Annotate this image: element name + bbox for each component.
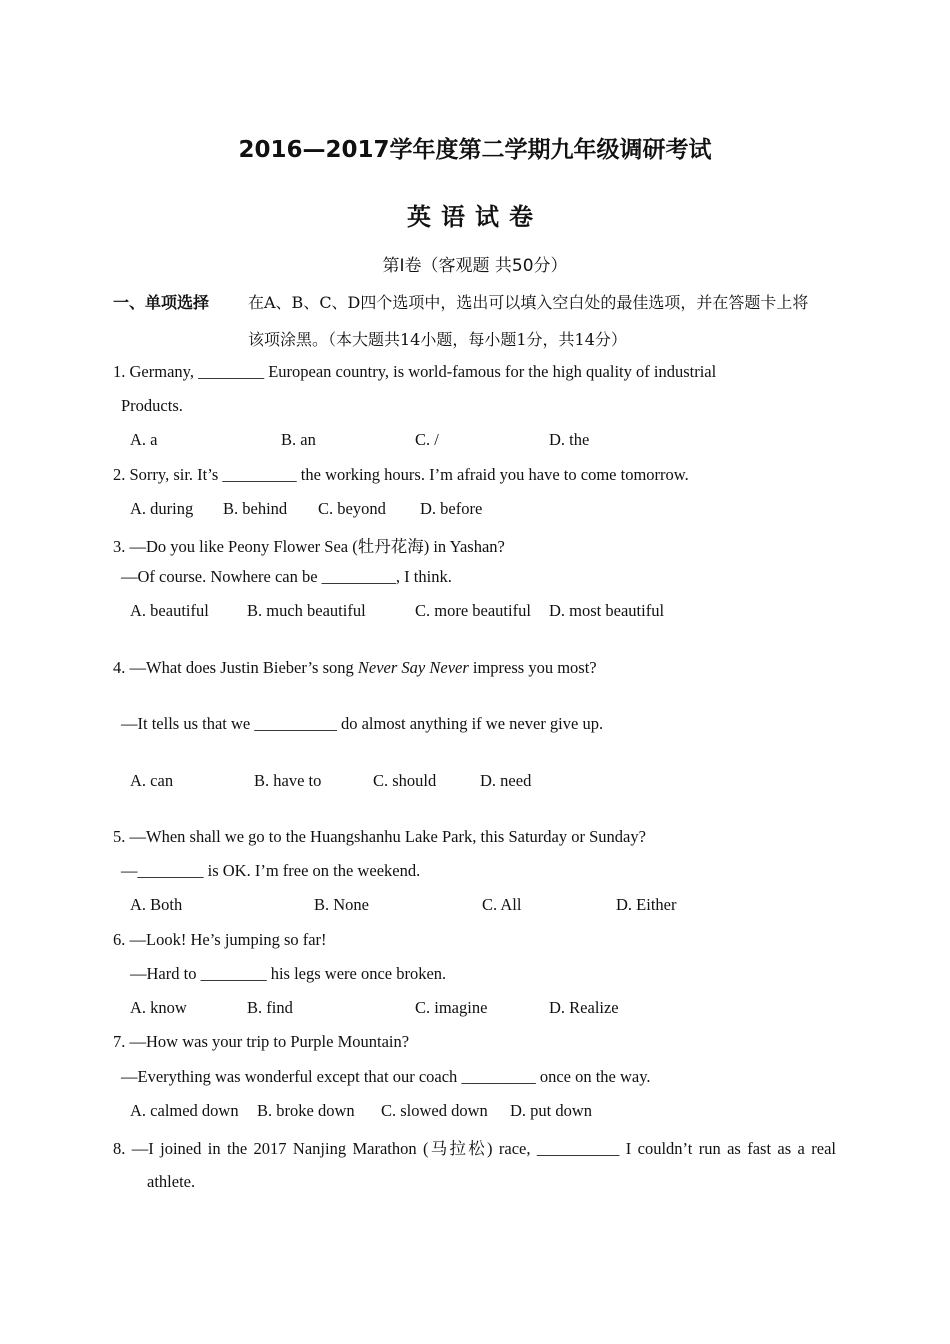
question-1-stem-cont: Products. xyxy=(121,396,183,415)
question-1-stem: 1. Germany, ________ European country, is world-famous for the high quality of industrial xyxy=(113,362,717,381)
q4-option-b: B. have to xyxy=(254,771,322,790)
q2-option-c: C. beyond xyxy=(318,499,386,518)
q1-option-a: A. a xyxy=(130,430,158,449)
part-heading: 第Ⅰ卷（客观题 共50分） xyxy=(382,256,568,276)
q2-option-d: D. before xyxy=(420,499,483,518)
q5-option-a: A. Both xyxy=(130,895,183,914)
question-8-stem-cont: athlete. xyxy=(147,1172,196,1191)
q5-option-d: D. Either xyxy=(616,895,677,914)
q4-option-c: C. should xyxy=(373,771,437,790)
question-7-stem: 7. —How was your trip to Purple Mountain? xyxy=(113,1032,410,1051)
question-3-response: —Of course. Nowhere can be _________, I think. xyxy=(121,567,452,586)
q3-option-c: C. more beautiful xyxy=(415,601,531,620)
question-6-response: —Hard to ________ his legs were once broken. xyxy=(130,964,447,983)
answer-blank: __________ xyxy=(254,714,337,733)
question-2-stem: 2. Sorry, sir. It’s _________ the working hours. I’m afraid you have to come tomorrow. xyxy=(113,465,689,484)
answer-blank: __________ xyxy=(536,1139,620,1158)
q6-option-c: C. imagine xyxy=(415,998,488,1017)
answer-blank: ________ xyxy=(198,362,265,381)
answer-blank: _________ xyxy=(321,567,396,586)
q6-option-a: A. know xyxy=(130,998,187,1017)
q7-option-b: B. broke down xyxy=(257,1101,355,1120)
question-5-stem: 5. —When shall we go to the Huangshanhu Lake Park, this Saturday or Sunday? xyxy=(113,827,646,846)
q5-option-b: B. None xyxy=(314,895,369,914)
q1-option-d: D. the xyxy=(549,430,590,449)
question-4-response: —It tells us that we __________ do almost anything if we never give up. xyxy=(121,714,604,733)
question-4-stem: 4. —What does Justin Bieber’s song Never Say Never impress you most? xyxy=(113,658,597,677)
song-title: Never Say Never xyxy=(357,658,469,677)
q6-option-d: D. Realize xyxy=(549,998,619,1017)
exam-subtitle: 英语试卷 xyxy=(407,203,543,231)
q7-option-a: A. calmed down xyxy=(130,1101,239,1120)
question-3-stem: 3. —Do you like Peony Flower Sea (牡丹花海) in Yashan? xyxy=(113,537,505,556)
question-6-stem: 6. —Look! He’s jumping so far! xyxy=(113,930,327,949)
q5-option-c: C. All xyxy=(482,895,522,914)
answer-blank: _________ xyxy=(461,1067,536,1086)
q2-option-b: B. behind xyxy=(223,499,288,518)
exam-title: 2016—2017学年度第二学期九年级调研考试 xyxy=(238,137,712,163)
section-instructions-line2: 该项涂黑。（本大题共14小题，每小题1分，共14分） xyxy=(248,330,627,349)
answer-blank: ________ xyxy=(137,861,204,880)
q1-option-c: C. / xyxy=(415,430,439,449)
section-heading: 一、单项选择 xyxy=(113,293,210,312)
answer-blank: _________ xyxy=(222,465,297,484)
q4-option-a: A. can xyxy=(130,771,174,790)
q2-option-a: A. during xyxy=(130,499,194,518)
q7-option-c: C. slowed down xyxy=(381,1101,488,1120)
q4-option-d: D. need xyxy=(480,771,532,790)
question-8-stem: 8. —I joined in the 2017 Nanjing Marathon (马拉松) race, __________ I couldn’t run as fast as a real xyxy=(113,1139,836,1158)
q3-option-b: B. much beautiful xyxy=(247,601,366,620)
question-7-response: —Everything was wonderful except that our coach _________ once on the way. xyxy=(121,1067,651,1086)
q1-option-b: B. an xyxy=(281,430,316,449)
answer-blank: ________ xyxy=(200,964,267,983)
q6-option-b: B. find xyxy=(247,998,293,1017)
q7-option-d: D. put down xyxy=(510,1101,593,1120)
q3-option-a: A. beautiful xyxy=(130,601,209,620)
question-5-response: —________ is OK. I’m free on the weekend. xyxy=(121,861,421,880)
section-instructions-line1: 在A、B、C、D四个选项中，选出可以填入空白处的最佳选项，并在答题卡上将 xyxy=(248,293,809,312)
q3-option-d: D. most beautiful xyxy=(549,601,665,620)
